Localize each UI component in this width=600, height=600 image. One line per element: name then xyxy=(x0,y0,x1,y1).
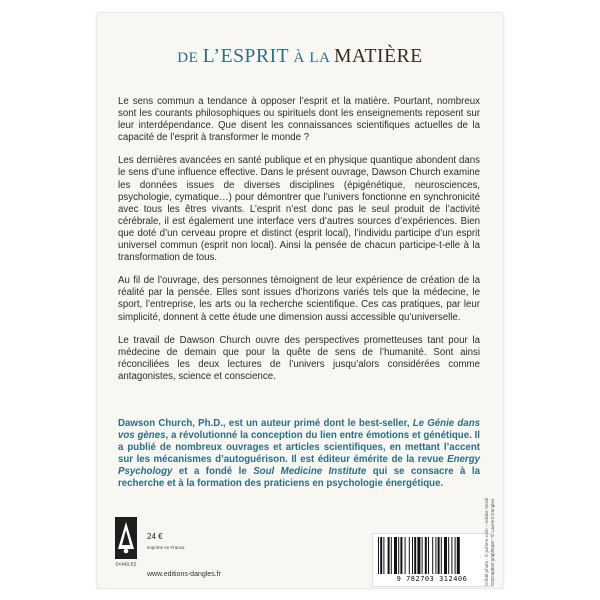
blurb-paragraph-4: Le travail de Dawson Church ouvre des perspectives prometteuses tant pour la médecine de demain que pour la quête de sens de l’humanité. Sont ainsi réconciliées les deux lectures de l’univers jusqu’alors considérées comme antagonistes, science et conscience. xyxy=(118,334,480,382)
dangles-logo xyxy=(115,517,137,567)
blurb-text xyxy=(118,96,480,394)
author-bio-part: Dawson Church, Ph.D., est un auteur primé dont le best-seller, xyxy=(118,418,413,429)
blurb-paragraph-3: Au fil de l’ouvrage, des personnes témoignent de leur expérience de création de la réalité par la pensée. Elles sont issues d’horizons variés tels que la médecine, le sport, l’entreprise, les arts ou la recherche scientifique. Ces cas pratiques, par leur simplicité, donnent à cette étude une dimension aussi accessible qu’universelle. xyxy=(118,275,480,323)
title-part-matiere: MATIÈRE xyxy=(334,46,423,67)
publisher-website: www.editions-dangles.fr xyxy=(147,571,221,578)
credits-line-1: Crédit photo : © pxhere.com – Adobe Stock xyxy=(484,497,489,586)
title-part-de: DE xyxy=(177,50,203,66)
book-title-genie: Le Génie dans vos gènes xyxy=(118,418,480,442)
isbn-barcode xyxy=(372,533,492,587)
book-title xyxy=(97,46,503,68)
blurb-paragraph-2: Les dernières avancées en santé publique et en physique quantique abondent dans le sens d’une influence effective. Dans le présent ouvrage, Dawson Church examine les données issues de diverses disciplines (épigénétique, neurosciences, psychologie, cymatique…) pour démontrer que l’univers fonctionne en synchronicité avec tous les êtres vivants. L’esprit n’est donc pas le seul produit de l’activité cérébrale, il est également une interface vers d’autres sources d’expériences. Bien que doté d’un cerveau propre et distinct (esprit local), l’individu participe d’un esprit universel commun (esprit non local). Ainsi la pensée de chacun participe-t-elle à la transformation de tous. xyxy=(118,155,480,264)
author-bio-part: et a fondé le xyxy=(172,466,254,478)
logo-text: DANGLES xyxy=(115,561,137,567)
blurb-paragraph-1: Le sens commun a tendance à opposer l’esprit et la matière. Pourtant, nombreux sont les courants philosophiques ou spirituels dont les enseignements reposent sur leur interdépendance. Que disent les connaissances scientifiques actuelles de la capacité de l’esprit à transformer le monde ? xyxy=(118,96,480,144)
book-back-cover xyxy=(97,13,503,588)
printed-in-label: imprimé en France xyxy=(147,545,185,550)
author-bio xyxy=(118,418,480,491)
author-bio-part: , a révolutionné la conception du lien entre émotions et génétique. Il a publié de nombreux ouvrages et articles scientifiques, en mettant l’accent sur les mécanismes d’autoguérison. Il est éditeur émérite de la revue xyxy=(118,430,480,466)
image-credits xyxy=(484,498,495,586)
journal-title: Energy Psychology xyxy=(118,454,480,478)
credits-line-2: Conception graphique : © Laurent Dangles xyxy=(489,498,495,586)
title-part-a-la: À LA xyxy=(289,50,335,66)
author-bio-part: qui se consacre à la recherche et à la formation des praticiens en psychologie énergétique. xyxy=(118,466,480,490)
price-label: 24 € xyxy=(147,532,163,541)
institute-name: Soul Medicine Institute xyxy=(253,466,367,478)
isbn-digits: 9 782703 312406 xyxy=(396,575,468,583)
title-part-esprit: L’ESPRIT xyxy=(202,46,290,67)
